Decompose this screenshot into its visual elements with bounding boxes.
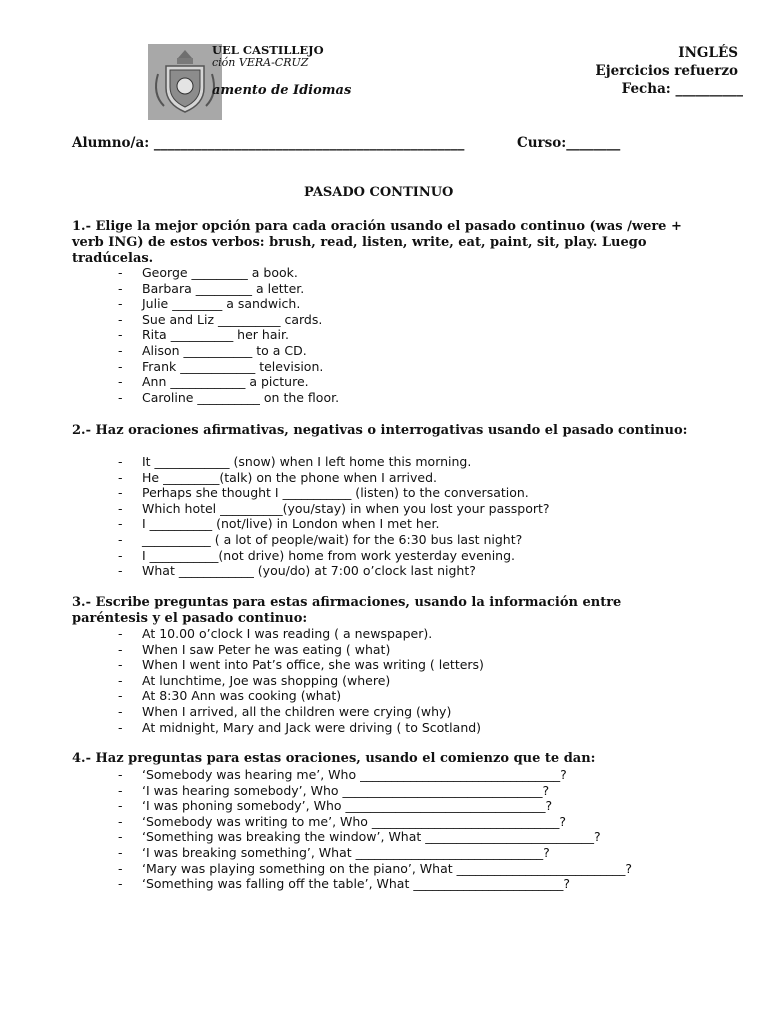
department-name: amento de Idiomas <box>212 83 352 98</box>
list-item: - Rita __________ her hair. <box>118 327 289 343</box>
list-item: - ‘Something was falling off the table’, What ________________________? <box>118 876 570 892</box>
list-item: - Which hotel __________(you/stay) in when you lost your passport? <box>118 500 550 516</box>
list-item: - ‘Mary was playing something on the piano’, What ___________________________? <box>118 860 633 876</box>
list-item: - Perhaps she thought I ___________ (listen) to the conversation. <box>118 485 529 501</box>
school-logo <box>148 44 222 120</box>
list-item: - Caroline __________ on the floor. <box>118 389 340 405</box>
list-item: - What ____________ (you/do) at 7:00 o’clock last night? <box>118 563 476 579</box>
list-item: - ‘I was hearing somebody’, Who ________________________________? <box>118 782 550 798</box>
list-item: - When I saw Peter he was eating ( what) <box>118 641 391 657</box>
list-item: - When I went into Pat’s office, she was writing ( letters) <box>118 657 484 673</box>
list-item: - ‘Somebody was hearing me’, Who ________________________________? <box>118 767 567 782</box>
section-1-list <box>118 265 339 405</box>
list-item: - ___________ ( a lot of people/wait) for the 6:30 bus last night? <box>118 531 523 547</box>
list-item: - Ann ____________ a picture. <box>118 374 309 390</box>
list-item: - Julie ________ a sandwich. <box>118 296 301 312</box>
school-name: UEL CASTILLEJO <box>212 43 324 57</box>
list-item: - I ___________(not drive) home from work yesterday evening. <box>118 547 515 563</box>
subject-label: INGLÉS <box>678 45 738 61</box>
section-2-list <box>118 454 550 579</box>
list-item: - George _________ a book. <box>118 265 298 280</box>
list-item: - Frank ____________ television. <box>118 358 324 374</box>
list-item: - When I arrived, all the children were crying (why) <box>118 703 452 719</box>
course-field[interactable]: Curso:________ <box>517 135 621 151</box>
list-item: - At lunchtime, Joe was shopping (where) <box>118 672 391 688</box>
list-item: - Alison ___________ to a CD. <box>118 342 307 358</box>
section-4-heading: 4.- Haz preguntas para estas oraciones, usando el comienzo que te dan: <box>72 751 596 766</box>
school-subtitle: ción VERA-CRUZ <box>212 56 309 69</box>
date-field[interactable]: Fecha: __________ <box>621 81 743 97</box>
section-1-heading: 1.- Elige la mejor opción para cada oración usando el pasado continuo (was /were + verb ING) de estos verbos: brush, read, listen, write, eat, paint, sit, play. Luego tradúcelas. <box>72 219 682 266</box>
list-item: - Sue and Liz __________ cards. <box>118 311 323 327</box>
list-item: - It ____________ (snow) when I left home this morning. <box>118 454 472 469</box>
list-item: - ‘Somebody was writing to me’, Who ______________________________? <box>118 813 567 829</box>
list-item: - Barbara _________ a letter. <box>118 280 305 296</box>
list-item: - At 8:30 Ann was cooking (what) <box>118 688 342 704</box>
section-4-list <box>118 767 632 892</box>
section-3-list <box>118 626 484 735</box>
list-item: - I __________ (not/live) in London when I met her. <box>118 516 440 532</box>
section-2-heading: 2.- Haz oraciones afirmativas, negativas o interrogativas usando el pasado continuo: <box>72 423 688 438</box>
student-name-field[interactable]: Alumno/a: ______________________________________________ <box>72 135 465 151</box>
list-item: - At 10.00 o’clock I was reading ( a newspaper). <box>118 626 433 641</box>
worksheet-type: Ejercicios refuerzo <box>595 63 738 79</box>
list-item: - ‘Something was breaking the window’, What ___________________________? <box>118 829 601 845</box>
list-item: - ‘I was phoning somebody’, Who ________________________________? <box>118 798 553 814</box>
section-3-heading: 3.- Escribe preguntas para estas afirmaciones, usando la información entre paréntesis y el pasado continuo: <box>72 595 622 626</box>
list-item: - He _________(talk) on the phone when I arrived. <box>118 469 438 485</box>
page-title: PASADO CONTINUO <box>304 185 454 200</box>
list-item: - ‘I was breaking something’, What ______________________________? <box>118 844 550 860</box>
list-item: - At midnight, Mary and Jack were driving ( to Scotland) <box>118 719 482 735</box>
